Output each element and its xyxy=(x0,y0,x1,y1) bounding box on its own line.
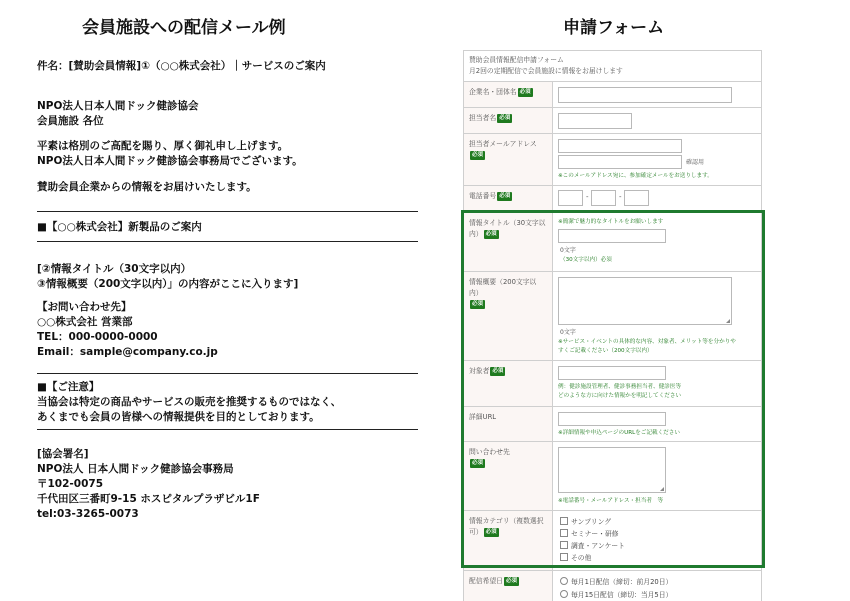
required-badge: 必須 xyxy=(485,230,497,237)
phone-input-1[interactable] xyxy=(558,190,583,206)
notice-line-1: 当協会は特定の商品やサービスの販売を推奨するものではなく、 xyxy=(37,396,342,408)
notice-header: ■【ご注意】 xyxy=(37,381,100,393)
company-input[interactable] xyxy=(558,87,732,103)
info-title-placeholder: [②情報タイトル（30文字以内） xyxy=(37,263,192,275)
category-checkbox-seminar[interactable]: セミナー・研修 xyxy=(560,529,619,539)
row-company xyxy=(464,82,761,108)
signature-header: [協会署名] xyxy=(37,448,89,460)
row-date xyxy=(464,571,761,601)
date-radio-1st[interactable]: 毎月1日配信（締切：前月20日） xyxy=(560,577,672,587)
required-badge: 必須 xyxy=(485,528,497,535)
divider xyxy=(37,241,418,242)
date-label: 配信希望日 必須 xyxy=(464,571,553,601)
email-confirm-label: 確認用 xyxy=(686,159,705,166)
info-title-label: 情報タイトル（30文字以内） 必須 xyxy=(464,213,553,271)
info-title-limit: （30文字以内）必須 xyxy=(560,257,612,263)
category-checkbox-sampling[interactable]: サンプリング xyxy=(560,517,611,527)
form-header-title: 賛助会員情報配信申請フォーム xyxy=(469,56,564,64)
phone-separator: - xyxy=(619,193,622,201)
row-person xyxy=(464,108,761,134)
contact-email: Email：sample@company.co.jp xyxy=(37,346,218,358)
category-checkbox-other[interactable]: その他 xyxy=(560,553,591,563)
contact-header: 【お問い合わせ先】 xyxy=(37,301,132,313)
email-input[interactable] xyxy=(558,139,682,153)
email-subject: 件名：[賛助会員情報]①（○○株式会社）｜サービスのご案内 xyxy=(37,60,326,72)
highlight-frame xyxy=(461,210,765,568)
summary-hint-1: ※サービス・イベントの具体的な内容、対象者、メリット等を分かりや xyxy=(558,339,736,345)
form-title: 申請フォーム xyxy=(563,18,665,38)
info-title-count: 0文字 xyxy=(560,247,576,254)
required-badge: 必須 xyxy=(472,151,484,158)
signature-tel: tel:03-3265-0073 xyxy=(37,508,139,520)
required-badge: 必須 xyxy=(472,300,484,307)
url-label: 詳細URL xyxy=(464,407,553,441)
divider xyxy=(37,429,418,430)
sender-org: NPO法人日本人間ドック健診協会 xyxy=(37,100,199,112)
greeting-line-2: NPO法人日本人間ドック健診協会事務局でございます。 xyxy=(37,155,303,167)
phone-separator: - xyxy=(586,193,589,201)
email-label: 担当者メールアドレス 必須 xyxy=(464,134,553,185)
info-summary-placeholder: ③情報概要（200文字以内）」の内容がここに入ります] xyxy=(37,278,299,290)
date-radio-15th[interactable]: 毎月15日配信（締切：当月5日） xyxy=(560,590,672,600)
person-input[interactable] xyxy=(558,113,632,129)
required-badge: 必須 xyxy=(499,114,511,121)
person-label: 担当者名 必須 xyxy=(464,108,553,133)
email-example-title: 会員施設への配信メール例 xyxy=(82,18,286,38)
row-email xyxy=(464,134,761,186)
signature-org: NPO法人 日本人間ドック健診協会事務局 xyxy=(37,463,234,475)
divider xyxy=(37,211,418,212)
inquiry-label: 問い合わせ先 必須 xyxy=(464,442,553,510)
target-hint-2: どのような方に向けた情報かを明記してください xyxy=(558,393,682,399)
info-title-hint: ※簡潔で魅力的なタイトルをお願いします xyxy=(558,219,664,225)
divider xyxy=(37,373,418,374)
summary-label: 情報概要（200文字以内） 必須 xyxy=(464,272,553,360)
required-badge: 必須 xyxy=(499,192,511,199)
form-header xyxy=(464,51,761,82)
inquiry-hint: ※電話番号・メールアドレス・担当者 等 xyxy=(558,498,664,504)
category-label: 情報カテゴリ（複数選択可） 必須 xyxy=(464,511,553,570)
greeting-line-1: 平素は格別のご高配を賜り、厚く御礼申し上げます。 xyxy=(37,140,289,152)
email-confirm-input[interactable] xyxy=(558,155,682,169)
email-hint: ※このメールアドレス宛に、参加確定メールをお送りします。 xyxy=(558,173,713,179)
section-title: ■【○○株式会社】新製品のご案内 xyxy=(37,221,202,233)
notice-line-2: あくまでも会員の皆様への情報提供を目的としております。 xyxy=(37,411,320,423)
summary-hint-2: すくご記載ください（200文字以内） xyxy=(558,348,653,354)
phone-label: 電話番号 必須 xyxy=(464,186,553,212)
required-badge: 必須 xyxy=(505,577,517,584)
required-badge: 必須 xyxy=(519,88,531,95)
intro-text: 賛助会員企業からの情報をお届けいたします。 xyxy=(37,181,257,193)
recipients: 会員施設 各位 xyxy=(37,115,104,127)
signature-zip: 〒102-0075 xyxy=(37,478,103,490)
contact-company: ○○株式会社 営業部 xyxy=(37,316,133,328)
category-checkbox-survey[interactable]: 調査・アンケート xyxy=(560,541,625,551)
target-hint-1: 例：健診施設管理者、健診事務担当者、健診医等 xyxy=(558,384,682,390)
url-hint: ※詳細情報や申込ページのURLをご記載ください xyxy=(558,430,680,436)
required-badge: 必須 xyxy=(492,367,504,374)
phone-input-3[interactable] xyxy=(624,190,649,206)
phone-input-2[interactable] xyxy=(591,190,616,206)
company-label: 企業名・団体名 必須 xyxy=(464,82,553,107)
target-label: 対象者 必須 xyxy=(464,361,553,406)
contact-tel: TEL：000-0000-0000 xyxy=(37,331,158,343)
signature-address: 千代田区三番町9-15 ホスピタルプラザビル1F xyxy=(37,493,260,505)
summary-count: 0文字 xyxy=(560,329,576,336)
form-header-subtitle: 月2回の定期配信で会員施設に情報をお届けします xyxy=(469,67,623,75)
row-phone xyxy=(464,186,761,213)
required-badge: 必須 xyxy=(472,459,484,466)
